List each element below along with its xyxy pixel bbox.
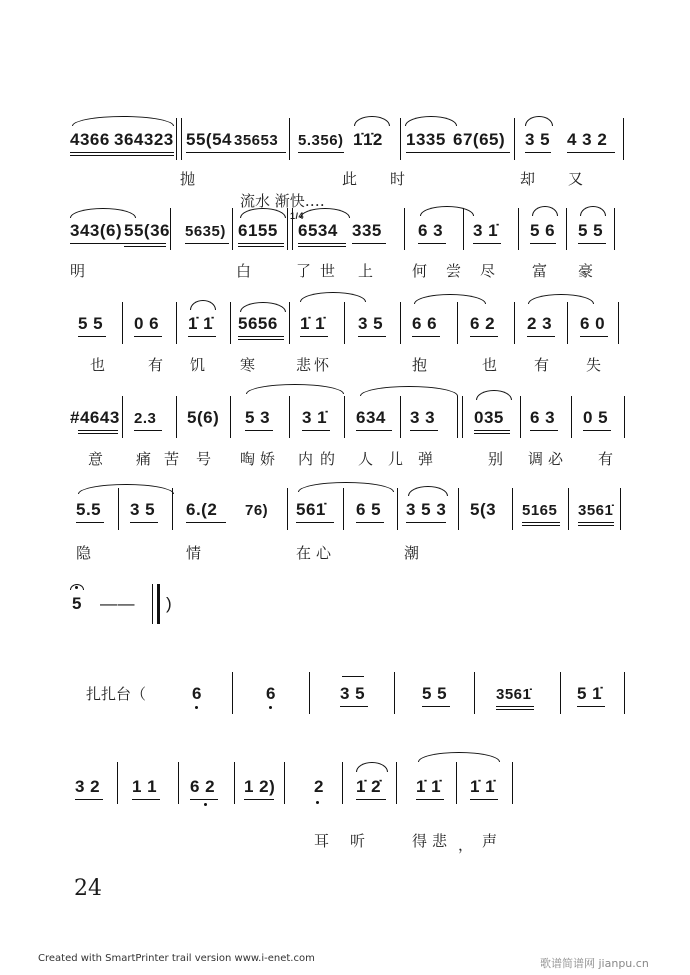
measure: 3 2 [75, 777, 101, 796]
underline [340, 706, 368, 707]
low-octave-dot [269, 706, 272, 709]
measure: 3561̇ [578, 502, 614, 519]
slur [528, 294, 594, 304]
underline [296, 522, 334, 523]
measure: 335 [352, 221, 382, 240]
underline [238, 246, 284, 247]
slur [414, 294, 486, 304]
barline [400, 302, 401, 344]
underline [410, 430, 438, 431]
barline [232, 672, 233, 714]
measure: 5 5 [578, 221, 604, 240]
lyric: 意 [88, 450, 104, 468]
underline [525, 152, 551, 153]
underline [578, 522, 614, 523]
lyric: 尽 [480, 262, 496, 280]
lyric: 却 [520, 170, 536, 188]
low-octave-dot [204, 803, 207, 806]
lyric: 隐 [76, 544, 92, 562]
underline [298, 152, 344, 153]
underline [356, 799, 386, 800]
lyric: 弹 [418, 450, 434, 468]
slur [300, 292, 366, 302]
measure: 5(3 [470, 500, 497, 519]
slur [70, 208, 136, 218]
barline [343, 488, 344, 530]
barline [560, 672, 561, 714]
measure: 6 6 [412, 314, 438, 333]
barline [287, 208, 288, 250]
underline [567, 152, 615, 153]
underline [76, 522, 104, 523]
underline [583, 430, 611, 431]
measure: 0 6 [134, 314, 160, 333]
lyric: 上 [358, 262, 374, 280]
measure: 1̇1̇2 [353, 130, 383, 149]
barline [396, 762, 397, 804]
measure: 035 [474, 408, 504, 427]
barline [170, 208, 171, 250]
underline [298, 243, 346, 244]
slur [525, 116, 553, 126]
measure: 4366 [70, 130, 110, 149]
measure: 6 2 [190, 777, 216, 796]
low-octave-dot [195, 706, 198, 709]
underline [70, 152, 174, 153]
measure: 6155 [238, 221, 278, 240]
barline [623, 118, 624, 160]
lyric: 娇 [260, 450, 276, 468]
barline [292, 208, 293, 250]
barline [512, 762, 513, 804]
lyric: 别 [488, 450, 504, 468]
lyric: 调 [528, 450, 544, 468]
underline [75, 799, 103, 800]
measure: 6 3 [530, 408, 556, 427]
lyric: 内 [298, 450, 314, 468]
slur [408, 486, 448, 496]
underline [124, 246, 166, 247]
barline [520, 396, 521, 438]
measure: 67(65) [453, 130, 506, 149]
measure: 1̇ 2̇ [356, 777, 382, 796]
underline [406, 522, 446, 523]
measure: 5165 [522, 502, 558, 519]
underline [185, 243, 229, 244]
underline [412, 336, 440, 337]
lyric: 时 [390, 170, 406, 188]
measure: 5 1̇ [577, 684, 603, 703]
barline [232, 208, 233, 250]
underline [496, 706, 534, 707]
underline [358, 336, 386, 337]
measure: 55(36 [124, 221, 170, 240]
lyric: 何 [412, 262, 428, 280]
barline [404, 208, 405, 250]
barline [400, 396, 401, 438]
underline [130, 522, 158, 523]
underline [496, 709, 534, 710]
lyric: 抱 [412, 356, 428, 374]
barline [309, 672, 310, 714]
final-barline [157, 584, 160, 624]
barline [122, 302, 123, 344]
measure: 2.3 [134, 410, 157, 427]
slur [360, 386, 458, 396]
underline [527, 336, 555, 337]
underline [580, 336, 608, 337]
lyric: 耳 [314, 832, 330, 850]
measure: 5(6) [187, 408, 220, 427]
underline [418, 243, 446, 244]
slur [298, 482, 394, 492]
lyric: 富 [532, 262, 548, 280]
measure: 76) [245, 502, 269, 519]
lyric: 又 [568, 170, 584, 188]
lyric: 情 [186, 544, 202, 562]
slur [580, 206, 606, 216]
low-octave-dot [316, 801, 319, 804]
underline [473, 243, 501, 244]
underline [530, 243, 556, 244]
slur [190, 300, 216, 310]
measure: 3561̇ [496, 686, 532, 703]
measure: 5 3 [245, 408, 271, 427]
measure: 1̇ 1̇ [300, 314, 326, 333]
measure: 3 5 3 [406, 500, 447, 519]
barline [566, 208, 567, 250]
barline [456, 762, 457, 804]
measure: #4643 [70, 408, 120, 427]
underline [578, 525, 614, 526]
underline [132, 799, 160, 800]
barline [620, 488, 621, 530]
slur [476, 390, 512, 400]
measure: 2 3 [527, 314, 553, 333]
barline [344, 396, 345, 438]
lyric: 人 [358, 450, 374, 468]
lyric: 有 [598, 450, 614, 468]
measure: 561̇ [296, 500, 326, 519]
barline [514, 302, 515, 344]
barline [614, 208, 615, 250]
underline [470, 336, 498, 337]
slur [300, 208, 350, 218]
underline [300, 336, 328, 337]
measure: 1̇ 1̇ [188, 314, 214, 333]
barline [230, 396, 231, 438]
measure: 0 5 [583, 408, 609, 427]
lyric: 痛 [136, 450, 152, 468]
barline [287, 488, 288, 530]
lyric: 饥 [190, 356, 206, 374]
barline [397, 488, 398, 530]
fermata-note: 5 [72, 594, 82, 613]
sustain-dash: —— [100, 594, 135, 613]
measure: 5.356) [298, 132, 344, 149]
underline [238, 339, 284, 340]
barline [344, 302, 345, 344]
measure: 6 [266, 684, 276, 703]
measure: 2 [314, 777, 324, 796]
barline [571, 396, 572, 438]
underline [422, 706, 450, 707]
lyric: 尝 [446, 262, 462, 280]
underline [406, 152, 510, 153]
barline [172, 488, 173, 530]
measure: 1 1 [132, 777, 158, 796]
underline [470, 799, 498, 800]
measure: 1̇ 1̇ [470, 777, 496, 796]
barline [342, 762, 343, 804]
lyric: 悲 [296, 356, 312, 374]
underline [356, 522, 384, 523]
measure: 6.(2 [186, 500, 218, 519]
lyric: 听 [350, 832, 366, 850]
barline [176, 396, 177, 438]
measure: 35653 [234, 132, 279, 149]
barline [118, 488, 119, 530]
barline [394, 672, 395, 714]
measure: 3 5 [525, 130, 551, 149]
lyric: 有 [534, 356, 550, 374]
barline [289, 396, 290, 438]
barline [176, 302, 177, 344]
measure: 5.5 [76, 500, 102, 519]
lyric: 此 [342, 170, 358, 188]
slur [532, 206, 558, 216]
underline [522, 525, 560, 526]
underline [186, 152, 286, 153]
underline [244, 799, 274, 800]
barline [284, 762, 285, 804]
final-barline [152, 584, 153, 624]
lyric: 的 [320, 450, 336, 468]
underline [530, 430, 558, 431]
watermark: 歌谱简谱网 jianpu.cn [540, 957, 649, 970]
underline [134, 336, 162, 337]
slur [356, 762, 388, 772]
lyric: 明 [70, 262, 86, 280]
barline [117, 762, 118, 804]
measure: 6 3 [418, 221, 444, 240]
lyric: 有 [148, 356, 164, 374]
barline [178, 762, 179, 804]
fermata-dot [75, 586, 78, 589]
instruction-label: 扎扎台（ [86, 685, 147, 703]
lyric: 苦 [164, 450, 180, 468]
lyric: 也 [90, 356, 106, 374]
underline [238, 336, 284, 337]
lyric: 声 [482, 832, 498, 850]
lyric: 世 [320, 262, 336, 280]
measure: 364323 [114, 130, 174, 149]
measure: 5656 [238, 314, 278, 333]
underline [78, 430, 118, 431]
underline [190, 799, 218, 800]
lyric: 必 [548, 450, 564, 468]
footer-credit: Created with SmartPrinter trail version www.i-enet.com [38, 953, 315, 964]
barline [400, 118, 401, 160]
measure: 5 5 [422, 684, 448, 703]
slur [246, 384, 344, 394]
lyric: 得 [412, 832, 428, 850]
lyric: 怀 [314, 356, 330, 374]
underline [78, 433, 118, 434]
barline [462, 396, 463, 438]
barline [289, 118, 290, 160]
underline [70, 243, 166, 244]
underline [474, 430, 510, 431]
measure: 1 2) [244, 777, 276, 796]
slur [240, 302, 286, 312]
lyric: 心 [316, 544, 332, 562]
lyric: 豪 [578, 262, 594, 280]
slur [78, 484, 174, 494]
underline [416, 799, 444, 800]
barline [567, 302, 568, 344]
slur [418, 752, 500, 762]
underline [238, 243, 284, 244]
barline [624, 672, 625, 714]
lyric: 抛 [180, 170, 196, 188]
tempo-mark: 流水 渐快‥‥ [240, 192, 325, 210]
measure: 5635) [185, 223, 226, 240]
underline [474, 433, 510, 434]
measure: 3 3 [410, 408, 436, 427]
lyric: 儿 [388, 450, 404, 468]
measure: 1335 [406, 130, 446, 149]
underline [578, 243, 606, 244]
underline [522, 522, 560, 523]
measure: 5 6 [530, 221, 556, 240]
slur [354, 116, 390, 126]
lyric: 白 [236, 262, 252, 280]
measure: 6534 [298, 221, 338, 240]
underline [302, 430, 330, 431]
barline [457, 396, 458, 438]
measure: 3 5 [130, 500, 156, 519]
underline [352, 243, 386, 244]
measure: 6 [192, 684, 202, 703]
measure: 3 5 [340, 684, 366, 703]
barline [568, 488, 569, 530]
measure: 3 1̇ [473, 221, 499, 240]
measure: 3 5 [358, 314, 384, 333]
measure: 5 5 [78, 314, 104, 333]
underline [188, 336, 216, 337]
measure: 4 3 2 [567, 130, 608, 149]
measure: 3 1̇ [302, 408, 328, 427]
barline [181, 118, 182, 160]
barline [624, 396, 625, 438]
measure: 1̇ 1̇ [416, 777, 442, 796]
barline [518, 208, 519, 250]
slur [405, 116, 457, 126]
barline [230, 302, 231, 344]
underline [298, 246, 346, 247]
underline [245, 430, 273, 431]
underline [577, 706, 605, 707]
measure: 343(6) [70, 221, 123, 240]
time-signature: 1/4 [290, 211, 305, 221]
lyric: 号 [196, 450, 212, 468]
lyric: 也 [482, 356, 498, 374]
measure: 634 [356, 408, 386, 427]
underline [356, 430, 392, 431]
lyric: 在 [296, 544, 312, 562]
barline [458, 488, 459, 530]
measure: 55(54 [186, 130, 232, 149]
underline [70, 155, 174, 156]
lyric: 了 [296, 262, 312, 280]
lyric: 啕 [240, 450, 256, 468]
barline [474, 672, 475, 714]
barline [289, 302, 290, 344]
lyric: 悲 [432, 832, 448, 850]
barline [122, 396, 123, 438]
underline [186, 522, 226, 523]
barline [512, 488, 513, 530]
slur [420, 206, 474, 216]
slur [72, 116, 174, 126]
lyric: ， [458, 836, 474, 854]
barline [618, 302, 619, 344]
lyric: 寒 [240, 356, 256, 374]
measure: 6 0 [580, 314, 606, 333]
barline [457, 302, 458, 344]
barline [176, 118, 177, 160]
lyric: 失 [586, 356, 602, 374]
page-number: 24 [74, 876, 102, 901]
close-paren: ) [166, 594, 173, 613]
barline [234, 762, 235, 804]
underline [78, 336, 106, 337]
tenuto-arrow [342, 676, 364, 677]
underline [134, 430, 162, 431]
barline [514, 118, 515, 160]
measure: 6 2 [470, 314, 496, 333]
lyric: 潮 [404, 544, 420, 562]
measure: 6 5 [356, 500, 382, 519]
